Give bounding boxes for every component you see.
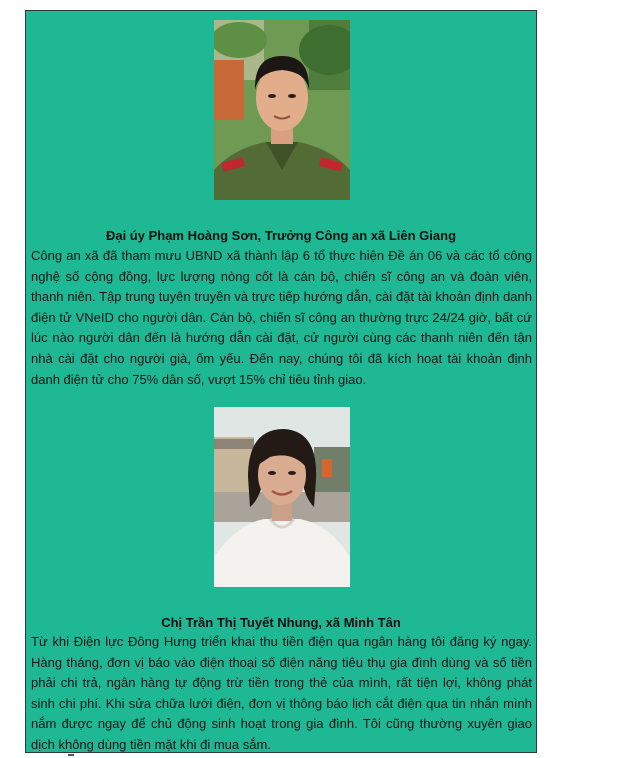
woman-portrait-photo: [214, 407, 350, 587]
officer-quote-text: Công an xã đã tham mưu UBND xã thành lập 6 tổ thực hiện Đề án 06 và các tổ công nghệ số cộng đồng, lực lượng nòng cốt là cán bộ, chiến sĩ công an và đoàn viên, thanh niên. Tập trung tuyên truyền và trực tiếp hướng dẫn, cài đặt tài khoản định danh điện tử VNeID cho người dân. Cán bộ, chiến sĩ công an thường trực 24/24 giờ, bất cứ lúc nào người dân đến là hướng dẫn cài đặt, cử người cùng các thanh niên đến tận nhà cài đặt cho người già, ốm yếu. Đến nay, chúng tôi đã kích hoạt tài khoản định danh điện tử cho 75% dân số, vượt 15% chỉ tiêu tỉnh giao.: [31, 248, 532, 387]
profile-box: [25, 10, 537, 753]
officer-portrait-photo: [214, 20, 350, 200]
woman-caption: Chị Trần Thị Tuyết Nhung, xã Minh Tân: [161, 615, 401, 630]
officer-caption: Đại úy Phạm Hoàng Sơn, Trưởng Công an xã Liên Giang: [105, 228, 457, 243]
woman-quote-text: Từ khi Điện lực Đông Hưng triển khai thu tiền điện qua ngân hàng tôi đăng ký ngay. Hàng tháng, đơn vị báo vào điện thoại số điện năng tiêu thụ gia đình dùng và số tiền phải chi trả, ngân hàng tự động trừ tiền trong thẻ của mình, rất tiện lợi, không phát sinh chi phí. Khi sửa chữa lưới điện, đơn vị thông báo lịch cắt điện qua tin nhắn mình nắm được ngay để chủ động sinh hoạt trong gia đình. Tôi cũng thường xuyên giao dịch không dùng tiền mặt khi đi mua sắm.: [31, 634, 532, 752]
divider-mark: [68, 754, 74, 756]
